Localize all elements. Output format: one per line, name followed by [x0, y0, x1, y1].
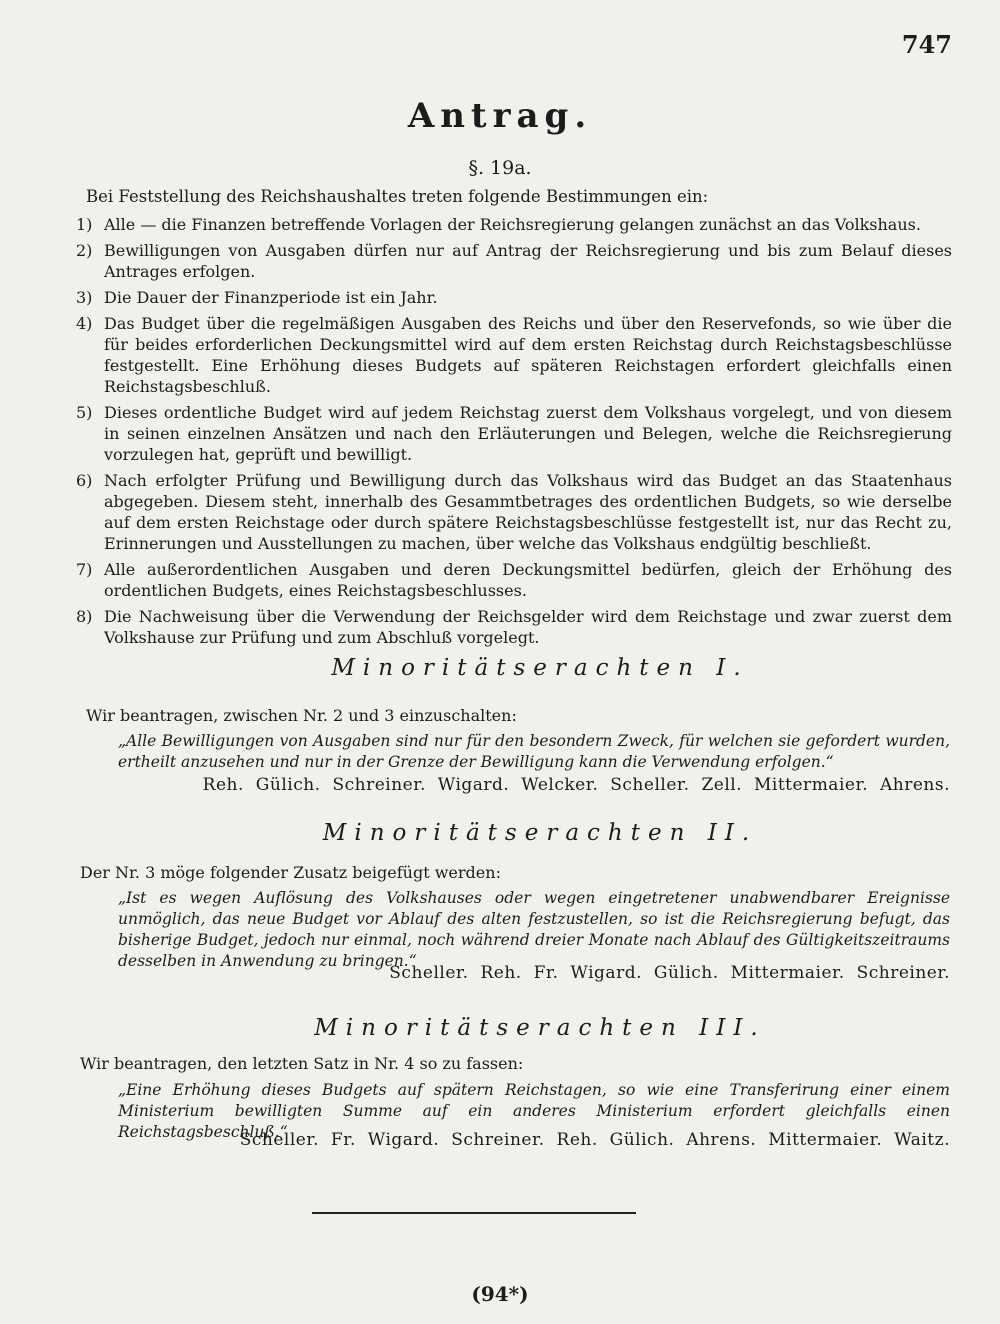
minority-heading-3: Minoritätserachten III. — [314, 1015, 766, 1041]
item-text: Alle außerordentlichen Ausgaben und deren Deckungsmittel bedürfen, gleich der Erhöhung des ordentlichen Budgets, eines Reichstagsbeschlusses. — [104, 560, 952, 600]
minority-motion-2: Der Nr. 3 möge folgender Zusatz beigefügt werden: — [80, 863, 501, 882]
minority-signatories-3: Scheller. Fr. Wigard. Schreiner. Reh. Gülich. Ahrens. Mittermaier. Waitz. — [239, 1130, 950, 1150]
provision-item — [76, 313, 952, 397]
provision-item — [76, 559, 952, 601]
item-number: 1) — [76, 215, 93, 234]
page-number: 747 — [901, 30, 952, 59]
minority-motion-1: Wir beantragen, zwischen Nr. 2 und 3 einzuschalten: — [86, 706, 517, 725]
minority-motion-3: Wir beantragen, den letzten Satz in Nr. 4 so zu fassen: — [80, 1054, 524, 1073]
signature-mark: (94*) — [471, 1282, 529, 1306]
item-text: Alle — die Finanzen betreffende Vorlagen der Reichsregierung gelangen zunächst an das Volkshaus. — [104, 215, 921, 234]
provision-list — [76, 214, 952, 653]
provision-item — [76, 240, 952, 282]
item-number: 2) — [76, 241, 93, 260]
minority-quote-2: „Ist es wegen Auflösung des Volkshauses oder wegen eingetretener unabwendbarer Ereignisse unmöglich, das neue Budget vor Ablauf des alten festzustellen, so ist die Reichsregierung befugt, das bisherige Budget, jedoch nur einmal, noch während dreier Monate nach Ablauf des Gültigkeitszeitraums desselben in Anwendung zu bringen.“ — [118, 889, 950, 970]
section-heading: §. 19a. — [468, 157, 532, 179]
provision-item — [76, 606, 952, 648]
item-number: 8) — [76, 607, 93, 626]
minority-quote-3: „Eine Erhöhung dieses Budgets auf spätern Reichstagen, so wie eine Transferirung einer einem Ministerium bewilligten Summe auf ein anderes Ministerium erfordert gleichfalls einen Reichstagsbeschluß.“ — [118, 1081, 950, 1141]
provision-item — [76, 214, 952, 235]
minority-signatories-1: Reh. Gülich. Schreiner. Wigard. Welcker. Scheller. Zell. Mittermaier. Ahrens. — [202, 775, 950, 795]
item-text: Dieses ordentliche Budget wird auf jedem Reichstag zuerst dem Volkshaus vorgelegt, und von diesem in seinen einzelnen Ansätzen und nach den Erläuterungen und Belegen, welche die Reichsregierung vorzulegen hat, geprüft und bewilligt. — [104, 403, 952, 464]
item-text: Bewilligungen von Ausgaben dürfen nur auf Antrag der Reichsregierung und bis zum Belauf dieses Antrages erfolgen. — [104, 241, 952, 281]
item-text: Die Dauer der Finanzperiode ist ein Jahr. — [104, 288, 438, 307]
provision-item — [76, 402, 952, 465]
item-text: Nach erfolgter Prüfung und Bewilligung durch das Volkshaus wird das Budget an das Staatenhaus abgegeben. Diesem steht, innerhalb des Gesammtbetrages des ordentlichen Budgets, so wie derselbe auf dem ersten Reichstage oder durch spätere Reichstagsbeschlüsse festgestellt ist, nur das Recht zu, Erinnerungen und Ausstellungen zu machen, über welche das Volkshaus endgültig beschließt. — [104, 471, 952, 553]
minority-signatories-2: Scheller. Reh. Fr. Wigard. Gülich. Mittermaier. Schreiner. — [389, 963, 950, 983]
item-number: 7) — [76, 560, 93, 579]
provision-item — [76, 287, 952, 308]
minority-heading-1: Minoritätserachten I. — [331, 655, 749, 681]
minority-heading-2: Minoritätserachten II. — [322, 820, 758, 846]
item-number: 5) — [76, 403, 93, 422]
divider-rule — [312, 1212, 636, 1214]
title: Antrag. — [407, 96, 593, 136]
item-text: Das Budget über die regelmäßigen Ausgaben des Reichs und über den Reservefonds, so wie über die für beides erforderlichen Deckungsmittel wird auf dem ersten Reichstag durch Reichstagsbeschlüsse festgestellt. Eine Erhöhung dieses Budgets auf späteren Reichstagen erfordert gleichfalls einen Reichstagsbeschluß. — [104, 314, 952, 396]
minority-quote-1: „Alle Bewilligungen von Ausgaben sind nur für den besondern Zweck, für welchen sie gefordert wurden, ertheilt anzusehen und nur in der Grenze der Bewilligung kann die Verwendung erfolgen.“ — [118, 732, 950, 771]
item-text: Die Nachweisung über die Verwendung der Reichsgelder wird dem Reichstage und zwar zuerst dem Volkshause zur Prüfung und zum Abschluß vorgelegt. — [104, 607, 952, 647]
item-number: 4) — [76, 314, 93, 333]
item-number: 3) — [76, 288, 93, 307]
provision-item — [76, 470, 952, 554]
intro-text: Bei Feststellung des Reichshaushaltes treten folgende Bestimmungen ein: — [86, 187, 709, 206]
item-number: 6) — [76, 471, 93, 490]
